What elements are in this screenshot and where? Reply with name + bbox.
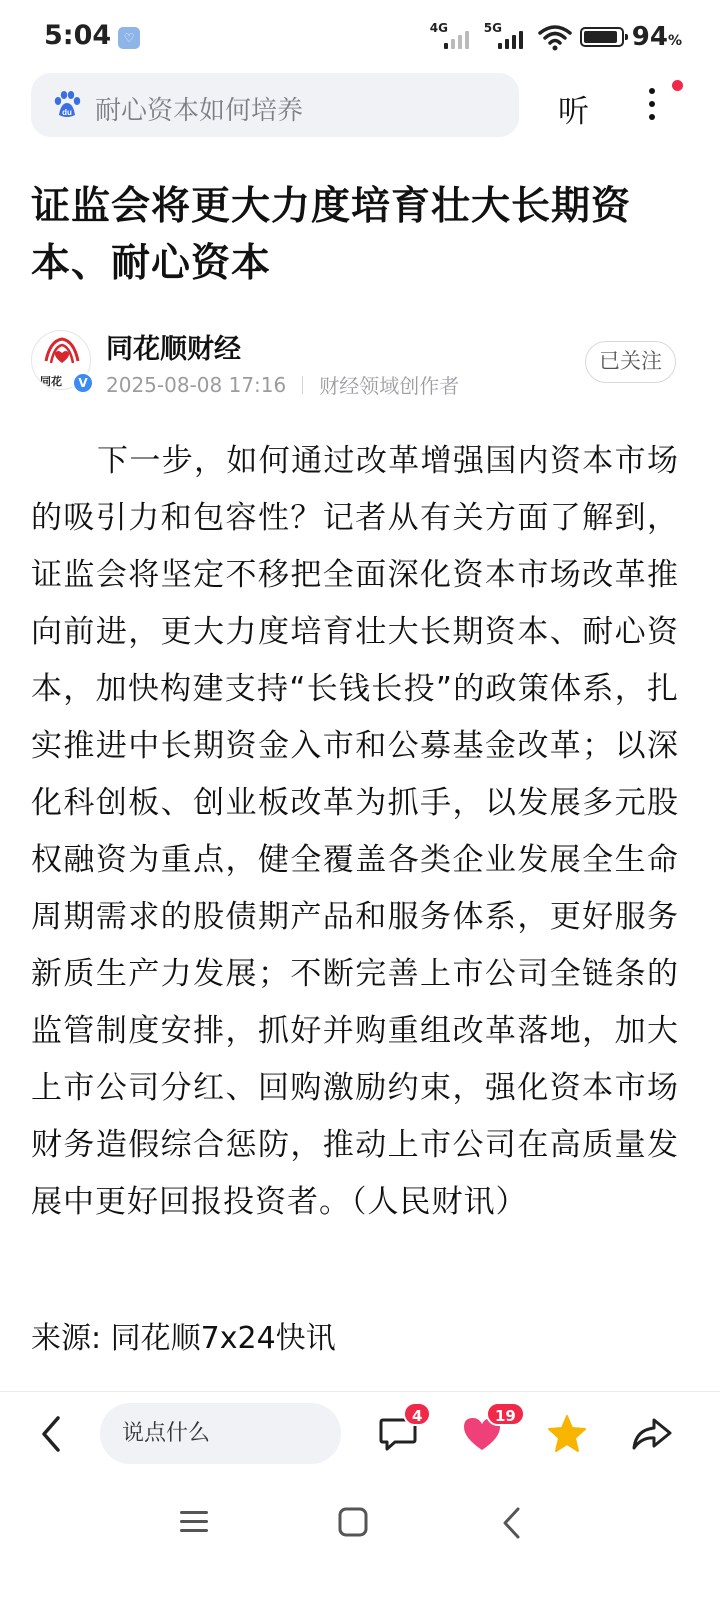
like-count-badge: 19	[486, 1402, 525, 1426]
verified-icon: V	[72, 372, 94, 394]
menu-icon[interactable]	[178, 1508, 210, 1536]
like-button[interactable]	[460, 1407, 516, 1456]
article-body: 下一步，如何通过改革增强国内资本市场的吸引力和包容性？记者从有关方面了解到，证监会将坚定不移把全面深化资本市场改革推向前进，更大力度培育壮大长期资本、耐心资本，加快构建支持“长钱长投”的政策体系，扎实推进中长期资金入市和公募基金改革；以深化科创板、创业板改革为抓手，以发展多元股权融资为重点，健全覆盖各类企业发展全生命周期需求的股债期产品和服务体系，更好服务新质生产力发展；不断完善上市公司全链条的监管制度安排，抓好并购重组改革落地，加大上市公司分红、回购激励约束，强化资本市场财务造假综合惩防，推动上市公司在高质量发展中更好回报投资者。（人民财讯）	[31, 443, 679, 1220]
system-navigation	[0, 1480, 720, 1600]
share-icon	[630, 1412, 674, 1456]
more-vertical-icon[interactable]	[640, 84, 664, 128]
app-notification-icon: ♡	[118, 27, 140, 49]
favorite-button[interactable]	[545, 1412, 589, 1456]
author-meta	[106, 370, 459, 399]
comment-count-badge: 4	[403, 1402, 431, 1426]
home-icon[interactable]	[337, 1506, 369, 1538]
chevron-left-icon[interactable]	[36, 1414, 66, 1454]
wifi-icon	[538, 23, 572, 51]
battery-icon	[580, 27, 624, 47]
meta-divider	[302, 376, 303, 394]
author-role: 财经领域创作者	[319, 374, 460, 398]
star-icon	[545, 1412, 589, 1456]
notification-dot	[672, 80, 683, 91]
article-title: 证监会将更大力度培育壮大长期资本、耐心资本	[31, 184, 632, 286]
follow-button[interactable]: 已关注	[585, 341, 676, 383]
comment-button[interactable]	[377, 1407, 423, 1456]
avatar-text: 同花	[40, 375, 62, 388]
comment-input[interactable]: 说点什么	[100, 1403, 341, 1464]
back-icon[interactable]	[500, 1506, 524, 1540]
article-source: 来源: 同花顺7x24快讯	[31, 1321, 336, 1356]
battery-percent: 94%	[631, 22, 682, 52]
status-bar	[0, 0, 720, 72]
search-bar[interactable]	[31, 73, 519, 137]
baidu-paw-icon	[51, 89, 83, 121]
signal-4g-icon: 4G	[430, 23, 476, 51]
author-name[interactable]: 同花顺财经	[106, 334, 241, 365]
svg-text:du: du	[62, 108, 72, 117]
share-button[interactable]	[630, 1412, 674, 1456]
status-time: 5:04	[44, 20, 112, 51]
listen-button[interactable]: 听	[558, 94, 589, 130]
publish-date: 2025-08-08 17:16	[106, 372, 287, 397]
signal-5g-icon: 5G	[484, 23, 530, 51]
status-indicators	[430, 20, 682, 54]
bottom-divider	[0, 1391, 720, 1392]
search-query[interactable]: 耐心资本如何培养	[95, 96, 304, 126]
